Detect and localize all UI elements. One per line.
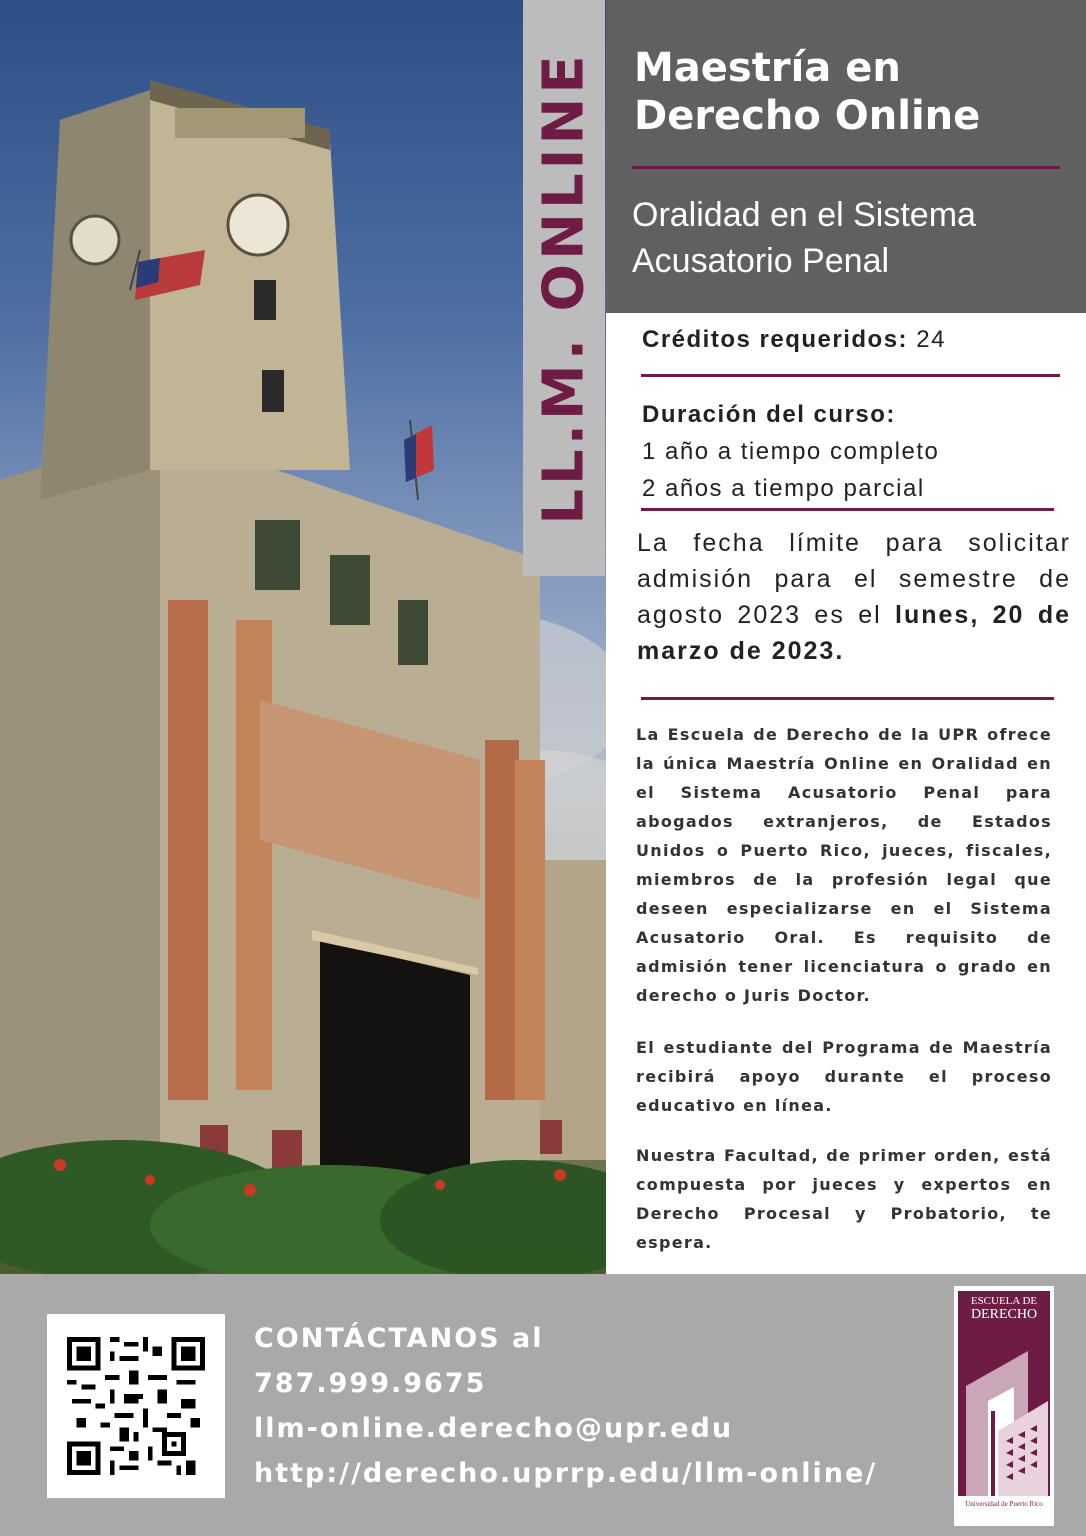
duration-info xyxy=(642,396,939,507)
logo-emblem xyxy=(958,1291,1050,1496)
email-link[interactable]: llm-online.derecho@upr.edu xyxy=(254,1413,734,1444)
divider-deadline xyxy=(641,697,1054,700)
header-box xyxy=(606,0,1086,313)
page-title xyxy=(634,44,1074,140)
footer xyxy=(0,1274,1086,1536)
divider-duration xyxy=(641,508,1054,511)
qr-code-icon xyxy=(67,1336,205,1476)
duration-label: Duración del curso: xyxy=(642,401,896,428)
logo-university: Universidad de Puerto Rico xyxy=(965,1500,1043,1508)
student-support: El estudiante del Programa de Maestría recibirá apoyo durante el proceso educativo en línea. xyxy=(636,1038,1052,1115)
subtitle-line-2: Acusatorio Penal xyxy=(632,242,890,280)
deadline-intro: La fecha límite para solicitar admisión para el semestre de agosto 2023 es el xyxy=(637,529,1071,629)
credits-label: Créditos requeridos: xyxy=(642,326,909,353)
website-link[interactable]: http://derecho.uprrp.edu/llm-online/ xyxy=(254,1458,878,1489)
title-line-1: Maestría en xyxy=(634,45,901,91)
header-divider xyxy=(632,166,1060,169)
duration-full-time: 1 año a tiempo completo xyxy=(642,438,940,465)
divider-credits xyxy=(641,374,1060,377)
tower-photo xyxy=(0,0,606,1274)
logo-line-2: DERECHO xyxy=(970,1307,1038,1322)
credits-value: 24 xyxy=(916,326,946,353)
deadline-date: lunes, 20 de marzo de 2023 xyxy=(637,601,1071,665)
qr-code[interactable] xyxy=(47,1314,225,1498)
duration-part-time: 2 años a tiempo parcial xyxy=(642,475,925,502)
school-logo xyxy=(954,1286,1054,1526)
banner-text: LL.M. ONLINE xyxy=(531,51,597,525)
faculty-info: Nuestra Facultad, de primer orden, está compuesta por jueces y expertos en Derecho Procesal y Probatorio, te espera. xyxy=(636,1146,1052,1252)
phone-number[interactable]: 787.999.9675 xyxy=(254,1368,487,1399)
subtitle xyxy=(632,192,1072,284)
contact-block xyxy=(254,1316,877,1496)
contact-label: CONTÁCTANOS al xyxy=(254,1323,544,1354)
credits-info xyxy=(642,326,946,354)
logo-line-1: ESCUELA DE xyxy=(970,1295,1038,1307)
building-emblem-icon xyxy=(958,1291,1050,1496)
title-line-2: Derecho Online xyxy=(634,93,981,139)
deadline-text xyxy=(637,525,1071,669)
deadline-end: . xyxy=(835,637,845,665)
program-description: La Escuela de Derecho de la UPR ofrece la única Maestría Online en Oralidad en el Sistema Acusatorio Penal para abogados extranjeros, de Estados Unidos o Puerto Rico, jueces, fiscales, miembros de la profesión legal que deseen especializarse en el Sistema Acusatorio Oral. Es requisito de admisión tener licenciatura o grado en derecho o Juris Doctor. xyxy=(636,725,1052,1005)
subtitle-line-1: Oralidad en el Sistema xyxy=(632,196,976,234)
